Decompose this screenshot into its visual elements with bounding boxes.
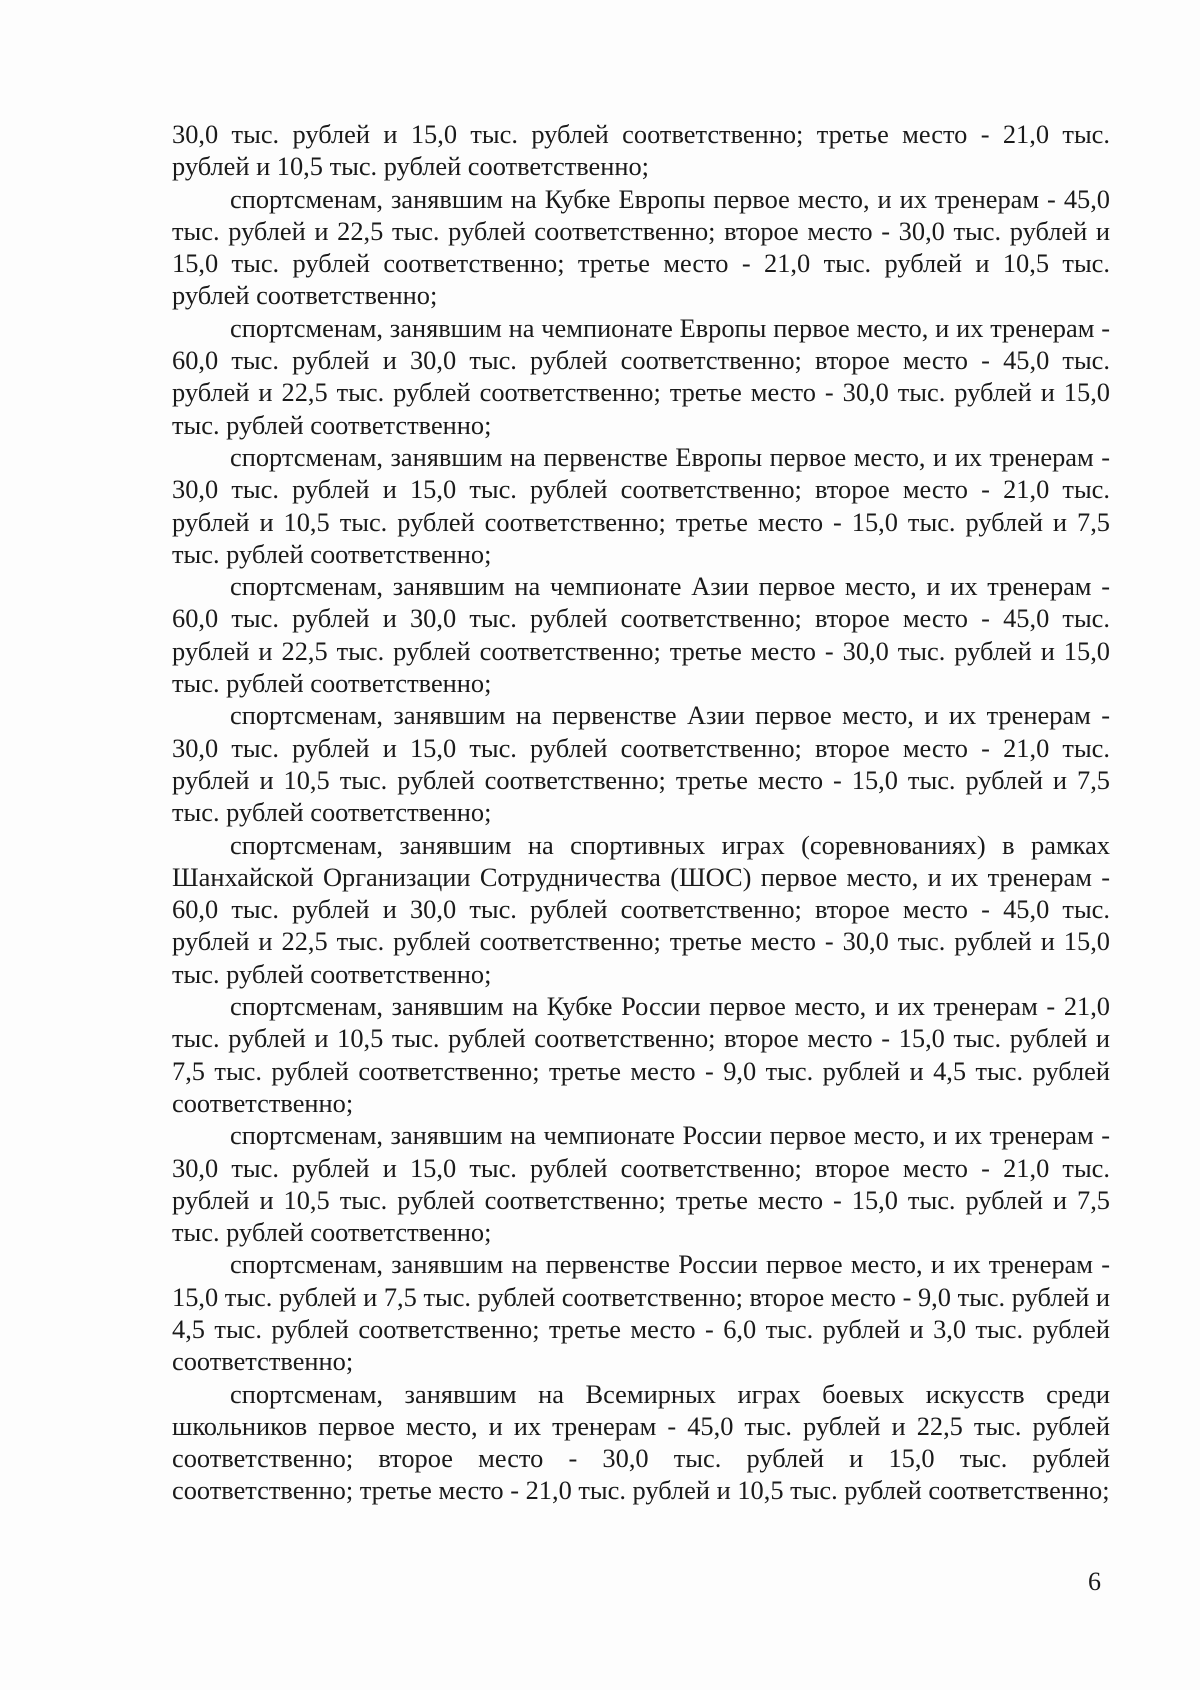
paragraph-youth-europe: спортсменам, занявшим на первенстве Европы первое место, и их тренерам - 30,0 тыс. рублей и 15,0 тыс. рублей соответственно; второе место - 21,0 тыс. рублей и 10,5 тыс. рублей соответственно; третье место - 15,0 тыс. рублей и 7,5 тыс. рублей соответственно;	[172, 441, 1110, 569]
paragraph-championship-asia: спортсменам, занявшим на чемпионате Азии первое место, и их тренерам - 60,0 тыс. рублей и 30,0 тыс. рублей соответственно; второе место - 45,0 тыс. рублей и 22,5 тыс. рублей соответственно; третье место - 30,0 тыс. рублей и 15,0 тыс. рублей соответственно;	[172, 571, 1110, 699]
paragraph-continuation: 30,0 тыс. рублей и 15,0 тыс. рублей соответственно; третье место - 21,0 тыс. рублей и 10,5 тыс. рублей соответственно;	[172, 119, 1110, 182]
page-number: 6	[1088, 1567, 1101, 1596]
paragraph-youth-russia: спортсменам, занявшим на первенстве России первое место, и их тренерам - 15,0 тыс. рублей и 7,5 тыс. рублей соответственно; второе место - 9,0 тыс. рублей и 4,5 тыс. рублей соответственно; третье место - 6,0 тыс. рублей и 3,0 тыс. рублей соответственно;	[172, 1249, 1110, 1377]
paragraph-cup-europe: спортсменам, занявшим на Кубке Европы первое место, и их тренерам - 45,0 тыс. рублей и 22,5 тыс. рублей соответственно; второе место - 30,0 тыс. рублей и 15,0 тыс. рублей соответственно; третье место - 21,0 тыс. рублей и 10,5 тыс. рублей соответственно;	[172, 183, 1110, 311]
paragraph-cup-russia: спортсменам, занявшим на Кубке России первое место, и их тренерам - 21,0 тыс. рублей и 10,5 тыс. рублей соответственно; второе место - 15,0 тыс. рублей и 7,5 тыс. рублей соответственно; третье место - 9,0 тыс. рублей и 4,5 тыс. рублей соответственно;	[172, 991, 1110, 1118]
paragraph-youth-asia: спортсменам, занявшим на первенстве Азии первое место, и их тренерам - 30,0 тыс. рублей и 15,0 тыс. рублей соответственно; второе место - 21,0 тыс. рублей и 10,5 тыс. рублей соответственно; третье место - 15,0 тыс. рублей и 7,5 тыс. рублей соответственно;	[172, 700, 1110, 828]
paragraph-championship-russia: спортсменам, занявшим на чемпионате России первое место, и их тренерам - 30,0 тыс. рублей и 15,0 тыс. рублей соответственно; второе место - 21,0 тыс. рублей и 10,5 тыс. рублей соответственно; третье место - 15,0 тыс. рублей и 7,5 тыс. рублей соответственно;	[172, 1120, 1110, 1248]
document-body	[172, 118, 1110, 1507]
paragraph-sco-games: спортсменам, занявшим на спортивных играх (соревнованиях) в рамках Шанхайской Организации Сотрудничества (ШОС) первое место, и их тренерам - 60,0 тыс. рублей и 30,0 тыс. рублей соответственно; второе место - 45,0 тыс. рублей и 22,5 тыс. рублей соответственно; третье место - 30,0 тыс. рублей и 15,0 тыс. рублей соответственно;	[172, 829, 1110, 989]
paragraph-world-martial-arts-games: спортсменам, занявшим на Всемирных играх боевых искусств среди школьников первое место, и их тренерам - 45,0 тыс. рублей и 22,5 тыс. рублей соответственно; второе место - 30,0 тыс. рублей и 15,0 тыс. рублей соответственно; третье место - 21,0 тыс. рублей и 10,5 тыс. рублей соответственно;	[172, 1378, 1110, 1506]
paragraph-championship-europe: спортсменам, занявшим на чемпионате Европы первое место, и их тренерам - 60,0 тыс. рублей и 30,0 тыс. рублей соответственно; второе место - 45,0 тыс. рублей и 22,5 тыс. рублей соответственно; третье место - 30,0 тыс. рублей и 15,0 тыс. рублей соответственно;	[172, 312, 1110, 440]
